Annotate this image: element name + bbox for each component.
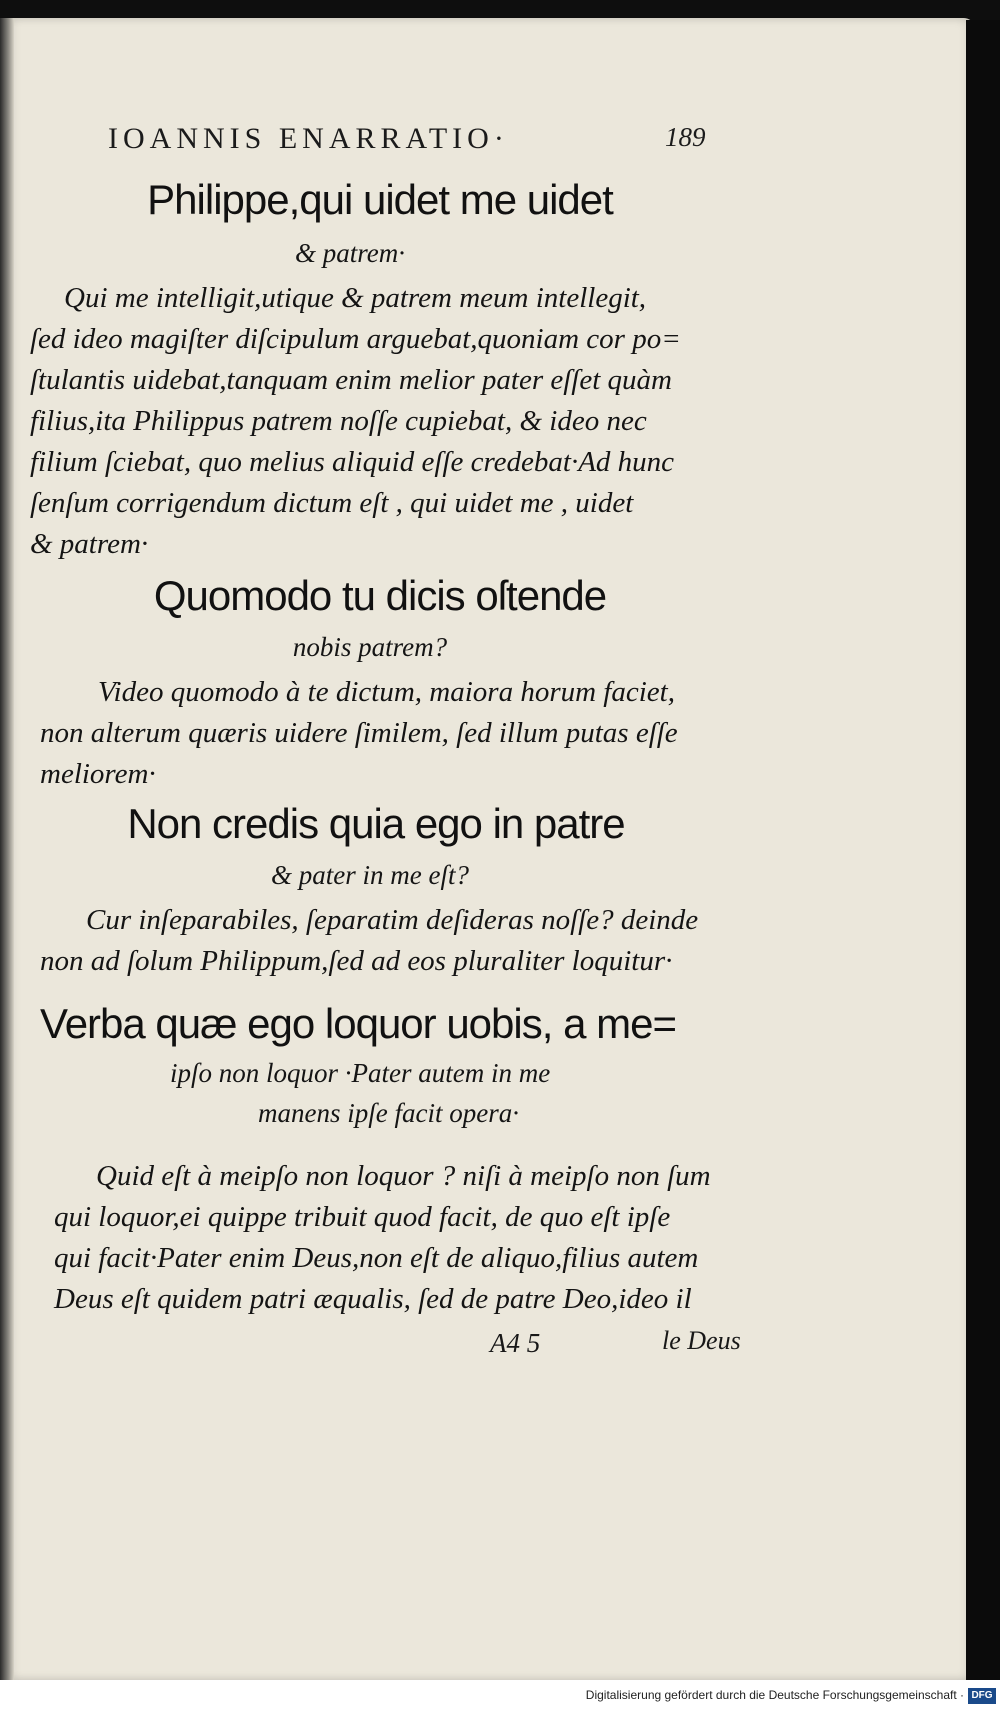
lemma-3-line-1: Non credis quia ego in patre bbox=[127, 800, 625, 847]
comment-1-line-4: filius,ita Philippus patrem noſſe cupiebat, & ideo nec bbox=[30, 405, 647, 437]
lemma-2-line-1: Quomodo tu dicis oſtende bbox=[153, 572, 607, 619]
running-head-title: IOANNIS ENARRATIO· bbox=[108, 122, 509, 155]
comment-3-line-2: non ad ſolum Philippum,ſed ad eos pluraliter loquitur· bbox=[40, 945, 673, 977]
comment-1-line-3: ſtulantis uidebat,tanquam enim melior pater eſſet quàm bbox=[30, 364, 672, 396]
lemma-4-line-1: Verba quæ ego loquor uobis, a me= bbox=[40, 1000, 676, 1047]
lemma-3-line-2: & pater in me eſt? bbox=[271, 860, 469, 890]
signature-mark: A4 5 bbox=[490, 1328, 541, 1358]
comment-4-line-2: qui loquor,ei quippe tribuit quod facit, de quo eſt ipſe bbox=[54, 1201, 671, 1233]
comment-3-line-1: Cur inſeparabiles, ſeparatim deſideras noſſe? deinde bbox=[86, 904, 699, 936]
lemma-4-line-3: manens ipſe facit opera· bbox=[258, 1098, 519, 1128]
dfg-logo-icon: DFG bbox=[968, 1688, 996, 1704]
catchword: le Deus bbox=[662, 1326, 741, 1355]
lemma-4-line-2: ipſo non loquor ·Pater autem in me bbox=[170, 1058, 551, 1088]
lemma-2-line-2: nobis patrem? bbox=[292, 632, 448, 662]
page-gutter-shadow bbox=[0, 18, 14, 1680]
comment-4-line-3: qui facit·Pater enim Deus,non eſt de aliquo,filius autem bbox=[54, 1242, 699, 1274]
lemma-1-line-1: Philippe,qui uidet me uidet bbox=[147, 176, 613, 223]
comment-4-line-4: Deus eſt quidem patri æqualis, ſed de patre Deo,ideo il bbox=[54, 1283, 692, 1315]
page-number: 189 bbox=[665, 122, 706, 152]
comment-1-line-7: & patrem· bbox=[30, 528, 149, 560]
comment-4-line-1: Quid eſt à meipſo non loquor ? niſi à meipſo non ſum bbox=[96, 1160, 711, 1192]
page-right-edge bbox=[966, 20, 1000, 1680]
book-page bbox=[10, 18, 974, 1680]
comment-1-line-5: filium ſciebat, quo melius aliquid eſſe credebat·Ad hunc bbox=[30, 446, 675, 478]
lemma-1-line-2: & patrem· bbox=[295, 238, 405, 268]
comment-2-line-2: non alterum quæris uidere ſimilem, ſed illum putas eſſe bbox=[40, 717, 678, 749]
comment-2-line-1: Video quomodo à te dictum, maiora horum faciet, bbox=[98, 676, 675, 708]
comment-1-line-6: ſenſum corrigendum dictum eſt , qui uidet me , uidet bbox=[30, 487, 634, 519]
comment-2-line-3: meliorem· bbox=[40, 758, 156, 790]
comment-1-line-1: Qui me intelligit,utique & patrem meum intellegit, bbox=[64, 282, 647, 314]
funding-credit: Digitalisierung gefördert durch die Deutsche Forschungsgemeinschaft · bbox=[585, 1688, 964, 1702]
comment-1-line-2: ſed ideo magiſter diſcipulum arguebat,quoniam cor po= bbox=[30, 323, 681, 355]
